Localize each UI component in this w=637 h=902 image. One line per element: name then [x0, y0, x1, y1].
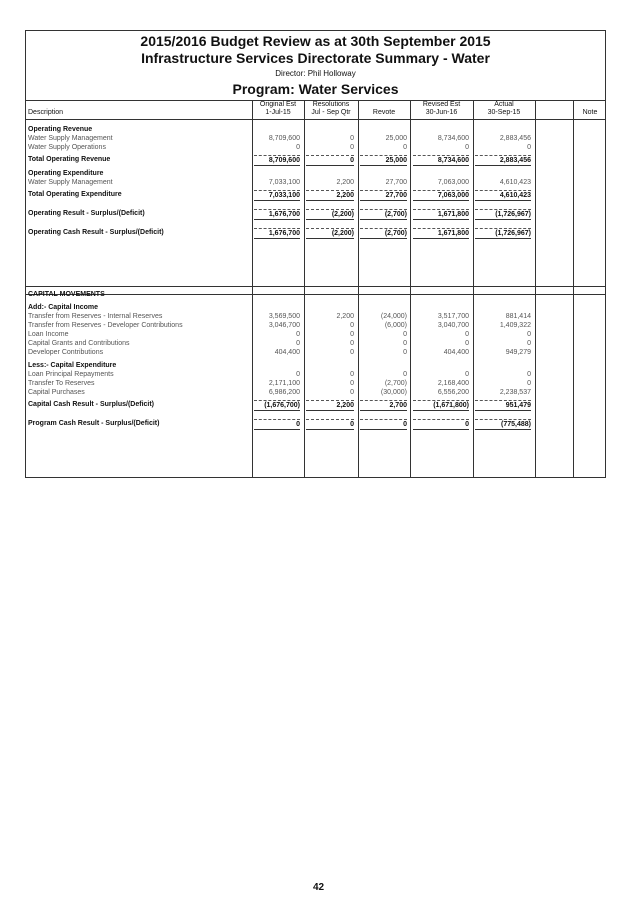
cell-value: 2,200: [306, 400, 354, 411]
director-line: Director: Phil Holloway: [275, 69, 356, 78]
row-label: Water Supply Management: [28, 179, 113, 186]
row-label: Loan Income: [28, 331, 69, 338]
cell-value: 0: [350, 331, 354, 338]
table-row: [26, 312, 605, 321]
cell-value: 7,063,000: [413, 190, 469, 201]
cell-value: 2,200: [336, 179, 354, 186]
column-header-description: Description: [28, 109, 64, 116]
row-label: Capital Grants and Contributions: [28, 340, 130, 347]
total-row: [26, 155, 605, 164]
cell-value: 1,676,700: [254, 228, 300, 239]
cell-value: 0: [296, 144, 300, 151]
cell-value: 0: [403, 371, 407, 378]
cell-value: 0: [306, 155, 354, 166]
cell-value: 0: [350, 380, 354, 387]
row-label: Capital Purchases: [28, 389, 85, 396]
row-label: CAPITAL MOVEMENTS: [28, 291, 105, 298]
cell-value: (1,671,800): [413, 400, 469, 411]
cell-value: 2,200: [336, 313, 354, 320]
row-label: Operating Revenue: [28, 126, 93, 133]
column-header-original-est: Original Est 1-Jul-15: [259, 101, 297, 116]
cell-value: 4,610,423: [475, 190, 531, 201]
section-heading-row: [26, 169, 605, 178]
table-row: [26, 178, 605, 187]
cell-value: 1,676,700: [254, 209, 300, 220]
total-row: [26, 400, 605, 409]
section-heading-row: [26, 290, 605, 299]
cell-value: 3,517,700: [437, 313, 469, 320]
cell-value: 0: [403, 340, 407, 347]
cell-value: 0: [465, 331, 469, 338]
cell-value: (1,676,700): [254, 400, 300, 411]
cell-value: (1,726,967): [475, 209, 531, 220]
cell-value: 6,986,200: [268, 389, 300, 396]
row-label: Operating Result - Surplus/(Deficit): [28, 210, 145, 217]
cell-value: 8,709,600: [268, 135, 300, 142]
cell-value: 0: [350, 322, 354, 329]
cell-value: 0: [296, 331, 300, 338]
table-row: [26, 388, 605, 397]
cell-value: 0: [350, 340, 354, 347]
cell-value: (1,726,967): [475, 228, 531, 239]
cell-value: 0: [350, 389, 354, 396]
column-header-revised-est: Revised Est 30-Jun-16: [422, 101, 461, 116]
cell-value: 2,168,400: [437, 380, 469, 387]
row-label: Operating Expenditure: [28, 170, 104, 177]
budget-review-table: [25, 30, 606, 478]
cell-value: 27,700: [360, 190, 407, 201]
cell-value: 2,238,537: [499, 389, 531, 396]
cell-value: (775,488): [475, 419, 531, 430]
cell-value: 7,033,100: [268, 179, 300, 186]
cell-value: 0: [403, 331, 407, 338]
column-header-actual: Actual 30-Sep-15: [487, 101, 521, 116]
document-title: 2015/2016 Budget Review as at 30th September 2015: [140, 33, 491, 49]
cell-value: 8,734,600: [413, 155, 469, 166]
cell-value: (2,700): [360, 209, 407, 220]
cell-value: 2,171,100: [268, 380, 300, 387]
column-header-revote: Revote: [372, 109, 396, 116]
cell-value: 951,479: [475, 400, 531, 411]
table-row: [26, 370, 605, 379]
row-label: Total Operating Revenue: [28, 156, 111, 163]
row-label: Water Supply Management: [28, 135, 113, 142]
cell-value: 27,700: [385, 179, 407, 186]
cell-value: 0: [350, 371, 354, 378]
cell-value: 2,883,456: [499, 135, 531, 142]
page-number: 42: [312, 882, 325, 893]
cell-value: (2,200): [306, 228, 354, 239]
cell-value: 0: [350, 349, 354, 356]
cell-value: 0: [296, 371, 300, 378]
total-row: [26, 228, 605, 237]
cell-value: 404,400: [443, 349, 469, 356]
row-label: Water Supply Operations: [28, 144, 106, 151]
cell-value: 881,414: [505, 313, 531, 320]
row-label: Developer Contributions: [28, 349, 104, 356]
capital-section-divider: [26, 286, 605, 287]
cell-value: 8,734,600: [437, 135, 469, 142]
cell-value: 1,409,322: [499, 322, 531, 329]
cell-value: 8,709,600: [254, 155, 300, 166]
cell-value: 0: [527, 371, 531, 378]
cell-value: 0: [465, 144, 469, 151]
row-label: Loan Principal Repayments: [28, 371, 114, 378]
cell-value: 2,700: [360, 400, 407, 411]
table-row: [26, 321, 605, 330]
cell-value: 3,569,500: [268, 313, 300, 320]
cell-value: 0: [254, 419, 300, 430]
cell-value: 0: [413, 419, 469, 430]
cell-value: 0: [306, 419, 354, 430]
cell-value: 25,000: [385, 135, 407, 142]
table-row: [26, 330, 605, 339]
row-label: Total Operating Expenditure: [28, 191, 122, 198]
row-label: Less:- Capital Expenditure: [28, 362, 117, 369]
row-label: Add:- Capital Income: [28, 304, 99, 311]
program-title: Program: Water Services: [232, 81, 399, 97]
document-subtitle: Infrastructure Services Directorate Summary - Water: [141, 50, 490, 66]
header-bottom-divider: [26, 119, 605, 120]
cell-value: 3,040,700: [437, 322, 469, 329]
cell-value: (2,700): [360, 228, 407, 239]
cell-value: 0: [360, 419, 407, 430]
cell-value: (6,000): [384, 322, 407, 329]
cell-value: 2,200: [306, 190, 354, 201]
table-row: [26, 134, 605, 143]
table-row: [26, 143, 605, 152]
cell-value: 7,063,000: [437, 179, 469, 186]
cell-value: 4,610,423: [499, 179, 531, 186]
row-label: Transfer from Reserves - Developer Contributions: [28, 322, 183, 329]
cell-value: 0: [527, 144, 531, 151]
cell-value: 0: [403, 144, 407, 151]
section-heading-row: [26, 125, 605, 134]
cell-value: 0: [465, 371, 469, 378]
cell-value: (30,000): [380, 389, 407, 396]
cell-value: 949,279: [505, 349, 531, 356]
total-row: [26, 209, 605, 218]
section-heading-row: [26, 303, 605, 312]
cell-value: 0: [350, 135, 354, 142]
cell-value: 404,400: [274, 349, 300, 356]
total-row: [26, 419, 605, 428]
table-row: [26, 339, 605, 348]
cell-value: (2,200): [306, 209, 354, 220]
cell-value: (2,700): [384, 380, 407, 387]
cell-value: 3,046,700: [268, 322, 300, 329]
cell-value: 0: [527, 340, 531, 347]
row-label: Transfer from Reserves - Internal Reserves: [28, 313, 163, 320]
cell-value: (24,000): [380, 313, 407, 320]
cell-value: 7,033,100: [254, 190, 300, 201]
cell-value: 2,883,456: [475, 155, 531, 166]
row-label: Capital Cash Result - Surplus/(Deficit): [28, 401, 155, 408]
table-row: [26, 379, 605, 388]
row-label: Operating Cash Result - Surplus/(Deficit): [28, 229, 164, 236]
cell-value: 0: [403, 349, 407, 356]
column-header-resolutions: Resolutions Jul - Sep Qtr: [311, 101, 351, 116]
cell-value: 25,000: [360, 155, 407, 166]
total-row: [26, 190, 605, 199]
cell-value: 1,671,800: [413, 209, 469, 220]
column-header-note: Note: [582, 109, 598, 116]
cell-value: 0: [465, 340, 469, 347]
cell-value: 0: [527, 380, 531, 387]
row-label: Transfer To Reserves: [28, 380, 95, 387]
cell-value: 6,556,200: [437, 389, 469, 396]
cell-value: 0: [296, 340, 300, 347]
cell-value: 1,671,800: [413, 228, 469, 239]
row-label: Program Cash Result - Surplus/(Deficit): [28, 420, 160, 427]
cell-value: 0: [527, 331, 531, 338]
cell-value: 0: [350, 144, 354, 151]
section-heading-row: [26, 361, 605, 370]
table-row: [26, 348, 605, 357]
